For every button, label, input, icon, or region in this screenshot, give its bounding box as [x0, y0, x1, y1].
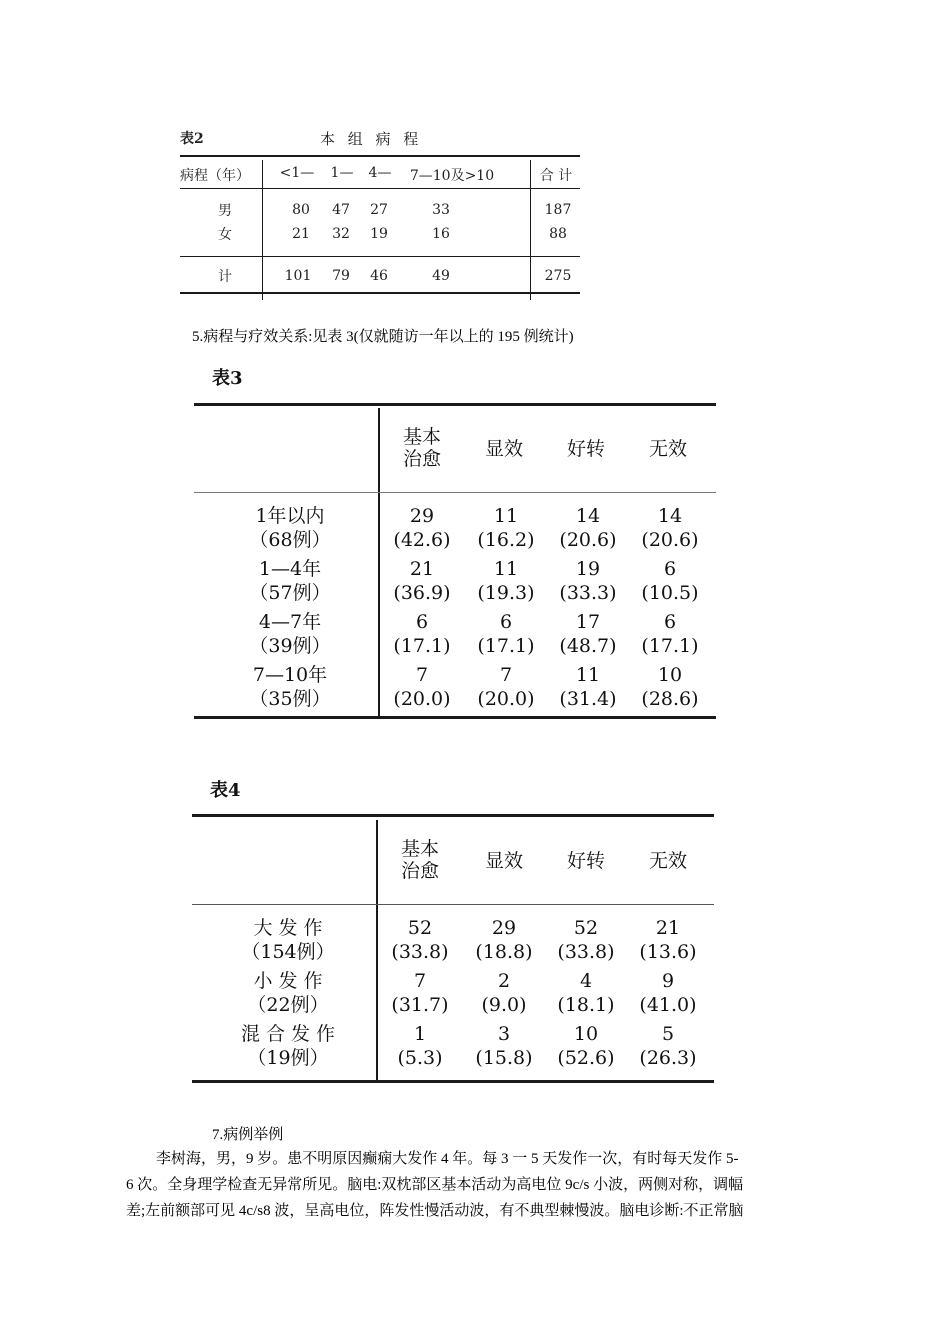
- table-2-row-male-label: 男: [218, 203, 232, 219]
- table-3-header-none: 无效: [648, 438, 687, 460]
- table-2-header-col2: 1—: [330, 165, 354, 181]
- table-2-row-male-v4: 33: [432, 202, 450, 218]
- table-2-sum-label: 计: [218, 269, 232, 285]
- table-3-cell-count: 6: [499, 611, 513, 633]
- table-2-row-female-v2: 32: [332, 226, 350, 242]
- table-2-left-divider: [262, 160, 263, 300]
- table-2-row-female-v3: 19: [370, 226, 388, 242]
- table-4-row-count: （22例）: [247, 994, 329, 1016]
- table-4-cell-percent: (31.7): [391, 994, 449, 1016]
- table-2-row-female-v1: 21: [292, 226, 310, 242]
- table-3-row-count: （39例）: [249, 635, 331, 657]
- table-3-cell-percent: (17.1): [641, 635, 699, 657]
- table-4-divider: [376, 820, 378, 1082]
- table-3-cell-percent: (20.6): [641, 529, 699, 551]
- table-4-cell-percent: (52.6): [557, 1047, 615, 1069]
- table-3-top-rule: [194, 403, 716, 406]
- table-4-row-count: （19例）: [247, 1047, 329, 1069]
- table-4-cell-percent: (18.8): [475, 941, 533, 963]
- table-4-cell-count: 1: [413, 1023, 427, 1045]
- table-4-header-cured: [388, 838, 452, 882]
- table-3-row-label: 7—10年: [252, 664, 328, 686]
- table-3-cell-percent: (20.0): [393, 688, 451, 710]
- table-4-cell-percent: (18.1): [557, 994, 615, 1016]
- table-3-cell-percent: (36.9): [393, 582, 451, 604]
- table-4-top-rule: [192, 814, 714, 817]
- table-3-header-rule: [194, 492, 716, 493]
- table-3-cell-count: 14: [575, 505, 601, 527]
- table-2-title: 本 组 病 程: [320, 130, 423, 148]
- table-2-header-col1: <1—: [279, 165, 315, 181]
- table-3-cell-percent: (42.6): [393, 529, 451, 551]
- table-4-cell-percent: (26.3): [639, 1047, 697, 1069]
- table-4: [188, 772, 718, 1092]
- table-4-cell-count: 21: [655, 917, 681, 939]
- table-3-cell-count: 29: [409, 505, 435, 527]
- table-2-row-female-label: 女: [218, 227, 232, 243]
- table-2-sum-v1: 101: [284, 268, 312, 284]
- table-3-cell-count: 10: [657, 664, 683, 686]
- table-4-cell-count: 2: [497, 970, 511, 992]
- table-2-header-col4: 7—10及>10: [409, 168, 495, 184]
- table-4-cell-percent: (9.0): [481, 994, 527, 1016]
- table-3-cell-percent: (10.5): [641, 582, 699, 604]
- table-3-cell-count: 11: [493, 558, 519, 580]
- table-4-cell-count: 9: [661, 970, 675, 992]
- table-3-cell-percent: (20.6): [559, 529, 617, 551]
- table-3-cell-percent: (20.0): [477, 688, 535, 710]
- table-3-cell-percent: (31.4): [559, 688, 617, 710]
- table-4-header-rule: [192, 904, 714, 905]
- table-4-bottom-rule: [192, 1080, 714, 1083]
- table-2-header-rule: [180, 188, 580, 189]
- table-4-cell-count: 52: [573, 917, 599, 939]
- table-4-cell-count: 7: [413, 970, 427, 992]
- table-3-divider: [378, 408, 380, 718]
- table-2-header-total: 合 计: [539, 168, 573, 184]
- table-2-row-female-v4: 16: [432, 226, 450, 242]
- table-3-header-cured-line1: 基本: [402, 426, 441, 448]
- table-4-cell-count: 10: [573, 1023, 599, 1045]
- table-2-row-male-total: 187: [544, 202, 572, 218]
- table-2-sum-rule: [180, 256, 580, 257]
- table-4-header-none: 无效: [648, 850, 687, 872]
- table-2-row-female-total: 88: [549, 226, 567, 242]
- table-2-header-col3: 4—: [368, 165, 392, 181]
- table-3-cell-percent: (16.2): [477, 529, 535, 551]
- table-3-cell-count: 11: [575, 664, 601, 686]
- table-4-caption: 表4: [210, 780, 241, 801]
- table-3-cell-count: 17: [575, 611, 601, 633]
- table-3-cell-percent: (33.3): [559, 582, 617, 604]
- table-4-row-label: 混 合 发 作: [240, 1023, 336, 1045]
- case-text-line-2: 6 次。全身理学检查无异常所见。脑电:双枕部区基本活动为高电位 9c/s 小波，两侧对称，调幅: [126, 1177, 744, 1193]
- table-2-row-male-v2: 47: [332, 202, 350, 218]
- table-4-row-count: （154例）: [241, 941, 335, 963]
- table-4-cell-count: 3: [497, 1023, 511, 1045]
- table-4-cell-percent: (15.8): [475, 1047, 533, 1069]
- table-4-cell-percent: (33.8): [391, 941, 449, 963]
- table-3: [190, 360, 720, 730]
- table-3-cell-count: 6: [663, 558, 677, 580]
- table-3-header-cured: [390, 426, 454, 470]
- table-3-cell-count: 7: [415, 664, 429, 686]
- table-3-cell-count: 21: [409, 558, 435, 580]
- table-3-cell-percent: (28.6): [641, 688, 699, 710]
- table-4-cell-percent: (41.0): [639, 994, 697, 1016]
- table-4-cell-count: 5: [661, 1023, 675, 1045]
- table-2-sum-total: 275: [544, 268, 572, 284]
- table-4-cell-count: 52: [407, 917, 433, 939]
- table-3-row-label: 4—7年: [258, 611, 322, 633]
- table-4-header-cured-line2: 治愈: [400, 860, 439, 882]
- table-2-sum-v2: 79: [332, 268, 350, 284]
- table-2-bottom-rule: [180, 292, 580, 294]
- table-4-header-cured-line1: 基本: [400, 838, 439, 860]
- table-3-row-count: （35例）: [249, 688, 331, 710]
- table-3-caption: 表3: [212, 368, 243, 389]
- table-3-cell-percent: (19.3): [477, 582, 535, 604]
- section-7-heading: 7.病例举例: [212, 1127, 284, 1143]
- case-text-line-3: 差;左前额部可见 4c/s8 波，呈高电位，阵发性慢活动波，有不典型棘慢波。脑电诊断:不正常脑: [126, 1203, 744, 1219]
- table-2-header-label: 病程（年）: [180, 168, 250, 184]
- table-3-row-count: （57例）: [249, 582, 331, 604]
- table-2-sum-v4: 49: [432, 268, 450, 284]
- table-3-bottom-rule: [194, 716, 716, 719]
- table-2-row-male-v3: 27: [370, 202, 388, 218]
- table-2: [180, 120, 580, 300]
- table-2-row-male-v1: 80: [292, 202, 310, 218]
- table-2-top-rule: [180, 155, 580, 157]
- table-3-cell-count: 7: [499, 664, 513, 686]
- table-4-header-marked: 显效: [484, 850, 523, 872]
- table-4-row-label: 大 发 作: [253, 917, 323, 939]
- table-4-header-improved: 好转: [566, 850, 605, 872]
- paragraph-5: 5.病程与疗效关系:见表 3(仅就随访一年以上的 195 例统计): [192, 329, 574, 345]
- table-4-cell-count: 29: [491, 917, 517, 939]
- table-3-cell-count: 6: [415, 611, 429, 633]
- table-4-cell-count: 4: [579, 970, 593, 992]
- table-3-header-cured-line2: 治愈: [402, 448, 441, 470]
- table-3-cell-percent: (17.1): [477, 635, 535, 657]
- table-3-cell-count: 6: [663, 611, 677, 633]
- table-3-cell-count: 19: [575, 558, 601, 580]
- table-4-cell-percent: (5.3): [397, 1047, 443, 1069]
- table-3-header-marked: 显效: [484, 438, 523, 460]
- table-4-row-label: 小 发 作: [253, 970, 323, 992]
- table-3-header-improved: 好转: [566, 438, 605, 460]
- table-2-sum-v3: 46: [370, 268, 388, 284]
- case-text-line-1: 李树海，男，9 岁。患不明原因癫痫大发作 4 年。每 3 一 5 天发作一次，有时每天发作 5-: [156, 1151, 739, 1167]
- table-2-right-divider: [530, 160, 531, 300]
- table-3-row-count: （68例）: [249, 529, 331, 551]
- table-3-cell-count: 14: [657, 505, 683, 527]
- table-3-row-label: 1—4年: [258, 558, 322, 580]
- table-3-row-label: 1年以内: [255, 505, 325, 527]
- table-2-caption: 表2: [180, 131, 204, 147]
- table-3-cell-count: 11: [493, 505, 519, 527]
- table-4-cell-percent: (13.6): [639, 941, 697, 963]
- table-3-cell-percent: (17.1): [393, 635, 451, 657]
- table-3-cell-percent: (48.7): [559, 635, 617, 657]
- table-4-cell-percent: (33.8): [557, 941, 615, 963]
